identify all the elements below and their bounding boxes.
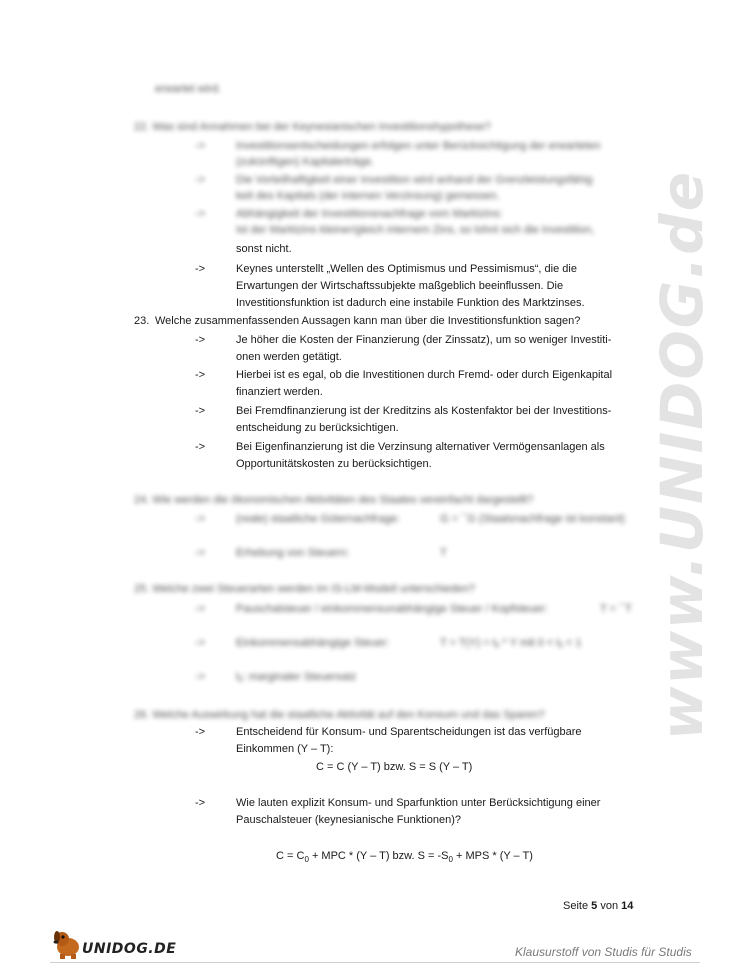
- question-25: 25. Welche zwei Steuerarten werden im IS-LM-Modell unterschieden?: [134, 583, 475, 595]
- arrow: ->: [195, 637, 206, 649]
- page-total: 14: [621, 900, 634, 912]
- q22-item-2-line-1: Die Vorteilhaftigkeit einer Investition wird anhand der Grenzleistungsfähig: [236, 174, 593, 186]
- arrow: ->: [195, 547, 206, 559]
- q25-item-2-value: T = T(Y) = tᵧ * Y mit 0 < tᵧ < 1: [440, 637, 582, 649]
- arrow: ->: [195, 405, 206, 417]
- q22-last-line-2: Erwartungen der Wirtschaftssubjekte maßgeblich beeinflussen. Die: [236, 280, 564, 292]
- q23-item-3-line-1: Bei Fremdfinanzierung ist der Kreditzins als Kostenfaktor bei der Investitions-: [236, 405, 612, 417]
- q26-item-1-line-2: Einkommen (Y – T):: [236, 743, 334, 755]
- q24-item-2-value: T: [440, 547, 447, 559]
- q23-item-4-line-2: Opportunitätskosten zu berücksichtigen.: [236, 458, 432, 470]
- arrow: ->: [195, 140, 206, 152]
- arrow: ->: [195, 263, 206, 275]
- question-24: 24. Wie werden die ökonomischen Aktivitäten des Staates vereinfacht dargestellt?: [134, 494, 534, 506]
- arrow: ->: [195, 603, 206, 615]
- question-23: Welche zusammenfassenden Aussagen kann man über die Investitionsfunktion sagen?: [155, 315, 581, 327]
- q23-item-2-line-2: finanziert werden.: [236, 386, 323, 398]
- blurred-text: erwartet wird.: [155, 83, 222, 95]
- question-22: 22. Was sind Annahmen bei der Keynesianischen Investitionshypothese?: [134, 121, 491, 133]
- question-26: 26. Welche Auswirkung hat die staatliche Aktivität auf den Konsum und das Sparen?: [134, 709, 545, 721]
- q26-item-2-line-1: Wie lauten explizit Konsum- und Sparfunktion unter Berücksichtigung einer: [236, 797, 601, 809]
- footer-divider: [50, 962, 700, 963]
- q23-item-4-line-1: Bei Eigenfinanzierung ist die Verzinsung alternativer Vermögensanlagen als: [236, 441, 605, 453]
- q23-item-1-line-1: Je höher die Kosten der Finanzierung (der Zinssatz), um so weniger Investiti-: [236, 334, 612, 346]
- arrow: ->: [195, 797, 206, 809]
- q25-item-1-value: T = ¯T: [600, 603, 632, 615]
- formula-2-sub-2: 0: [448, 855, 453, 865]
- q22-last-line-3: Investitionsfunktion ist dadurch eine instabile Funktion des Marktzinses.: [236, 297, 585, 309]
- page-middle: von: [597, 900, 622, 912]
- q22-item-3-tail: sonst nicht.: [236, 243, 292, 255]
- q22-item-3-line-1: Abhängigkeit der Investitionsnachfrage vom Marktzins:: [236, 208, 503, 220]
- arrow: ->: [195, 671, 206, 683]
- q25-item-1-label: Pauschalsteuer / einkommensunabhängige Steuer / Kopfsteuer:: [236, 603, 548, 615]
- q22-item-3-line-2: Ist der Marktzins kleiner/gleich internem Zins, so lohnt sich die Investition,: [236, 224, 595, 236]
- arrow: ->: [195, 208, 206, 220]
- page-current: 5: [591, 900, 598, 912]
- q26-item-2-line-2: Pauschalsteuer (keynesianische Funktionen)?: [236, 814, 462, 826]
- arrow: ->: [195, 726, 206, 738]
- formula-2-sub-1: 0: [304, 855, 309, 865]
- formula-2-part-2: + MPC * (Y – T) bzw. S = -S: [308, 850, 449, 862]
- q22-item-1-line-2: (zukünftigen) Kapitalerträge.: [236, 156, 375, 168]
- q24-item-1-label: (reale) staatliche Güternachfrage:: [236, 513, 400, 525]
- watermark: www.UNIDOG.de: [648, 169, 716, 741]
- q24-item-1-value: G = ¯G (Staatsnachfrage ist konstant): [440, 513, 625, 525]
- q25-item-2-label: Einkommensabhängige Steuer:: [236, 637, 390, 649]
- formula-2-part-1: C = C: [276, 850, 305, 862]
- q25-item-3-label: tᵧ: marginaler Steuersatz: [236, 671, 357, 683]
- arrow: ->: [195, 334, 206, 346]
- q23-item-3-line-2: entscheidung zu berücksichtigen.: [236, 422, 399, 434]
- arrow: ->: [195, 174, 206, 186]
- question-number: 23.: [134, 315, 150, 327]
- q23-item-1-line-2: onen werden getätigt.: [236, 351, 342, 363]
- tagline: Klausurstoff von Studis für Studis: [515, 945, 692, 959]
- arrow: ->: [195, 513, 206, 525]
- formula-2-part-3: + MPS * (Y – T): [452, 850, 533, 862]
- q22-last-line-1: Keynes unterstellt „Wellen des Optimismus und Pessimismus“, die die: [236, 263, 577, 275]
- arrow: ->: [195, 441, 206, 453]
- page-prefix: Seite: [563, 900, 592, 912]
- q26-item-1-line-1: Entscheidend für Konsum- und Sparentscheidungen ist das verfügbare: [236, 726, 582, 738]
- q22-item-2-line-2: keit des Kapitals (der internen Verzinsung) gemessen.: [236, 190, 500, 202]
- q23-item-2-line-1: Hierbei ist es egal, ob die Investitionen durch Fremd- oder durch Eigenkapital: [236, 369, 613, 381]
- q24-item-2-label: Erhebung von Steuern:: [236, 547, 350, 559]
- page-number: [563, 897, 633, 915]
- formula-1: C = C (Y – T) bzw. S = S (Y – T): [316, 761, 473, 773]
- arrow: ->: [195, 369, 206, 381]
- q22-item-1-line-1: Investitionsentscheidungen erfolgen unter Berücksichtigung der erwarteten: [236, 140, 601, 152]
- logo-text: UNIDOG.DE: [82, 941, 177, 957]
- formula-2: [276, 847, 533, 865]
